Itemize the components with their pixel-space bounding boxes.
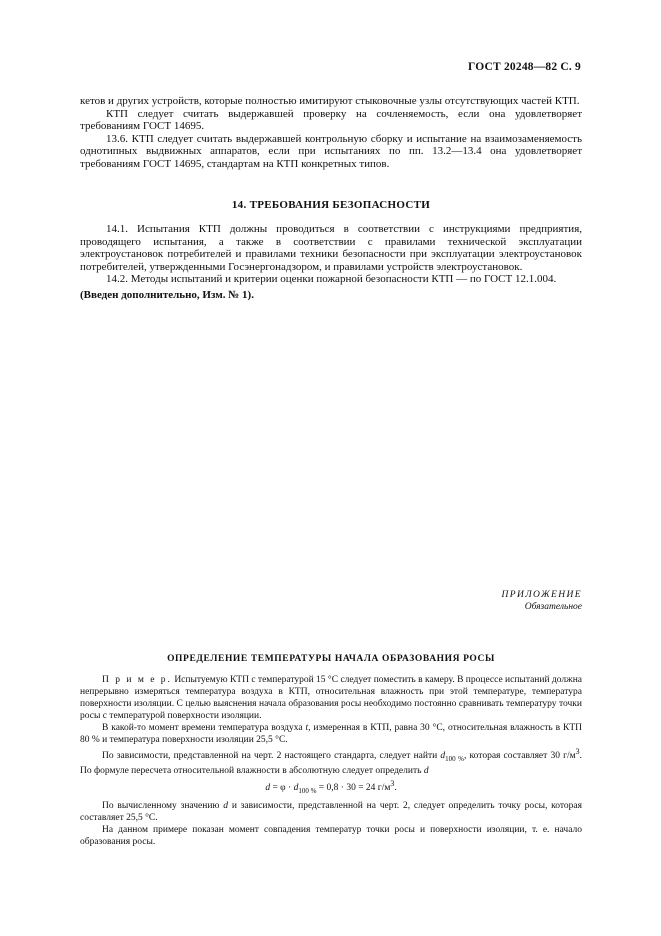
paragraph: [80, 722, 582, 746]
appendix-title: ОПРЕДЕЛЕНИЕ ТЕМПЕРАТУРЫ НАЧАЛА ОБРАЗОВАНИЯ РОСЫ: [167, 654, 495, 664]
paragraph-13-6: 13.6. КТП следует считать выдержавшей контрольную сборку и испытание на взаимозаменяемость однотипных выдвижных аппаратов, если при испытаниях по пп. 13.2—13.4 она удовлетворяет требованиям ГОСТ 14695, стандартам на КТП конкретных типов.: [80, 132, 582, 170]
text-run: = 0,8 · 30 = 24 г/м: [316, 783, 391, 794]
variable: d: [223, 801, 229, 812]
superscript: 3: [390, 779, 395, 789]
variable: d: [440, 751, 446, 762]
example-text: Испытуемую КТП с температурой 15 °С следует поместить в камеру. В процессе испытаний должна непрерывно измеряться температура воздуха в КТП, относительная влажность при этой температуре, температура поверхности изоляции. С целью выяснения начала образования росы необходимо постоянно сравнивать температуру точки росы с температурой поверхности изоляции.: [80, 675, 582, 721]
subscript: 100 %: [298, 787, 317, 796]
text-run: .: [394, 783, 397, 794]
text-run: В какой-то момент времени температура воздуха: [102, 723, 303, 733]
paragraph: кетов и других устройств, которые полностью имитируют стыковочные узлы отсутствующих частей КТП.: [80, 95, 580, 107]
appendix-status: Обязательное: [524, 602, 582, 612]
appendix-label-block: [502, 589, 583, 613]
superscript: 3: [575, 747, 580, 756]
paragraph: [80, 800, 582, 824]
text-run: По вычисленному значению: [102, 801, 220, 812]
text-run: = φ ·: [270, 783, 294, 794]
amendment-note: (Введен дополнительно, Изм. № 1).: [80, 288, 254, 301]
appendix-label: ПРИЛОЖЕНИЕ: [501, 590, 582, 600]
variable: t: [305, 723, 309, 733]
page-header: ГОСТ 20248—82 С. 9: [468, 61, 581, 73]
text-run: и зависимости, представленной на черт. 2, следует определить точку росы, которая составляет 25,5 °С.: [80, 801, 582, 824]
paragraph: КТП следует считать выдержавшей проверку на сочленяемость, если она удовлетворяет требованиям ГОСТ 14695.: [80, 107, 582, 132]
paragraph-14-1: 14.1. Испытания КТП должны проводиться в соответствии с инструкциями предприятия, проводящего испытания, а также в соответствии с правилами технической эксплуатации электроустановок потребителей и правилами техники безопасности при эксплуатации электроустановок потребителей, утвержденными Госэнергонадзором, и правилами устройств электроустановок.: [80, 223, 582, 273]
paragraph: На данном примере показан момент совпадения температур точки росы и поверхности изоляции, т. е. начало образования росы.: [80, 825, 582, 848]
paragraph: [80, 746, 582, 777]
formula: [80, 778, 582, 797]
variable: d: [293, 783, 299, 794]
subscript: 100 %: [445, 755, 464, 764]
variable: d: [423, 766, 429, 777]
appendix-body: [80, 674, 582, 848]
text-run: , измеренная в КТП, равна 30 °С, относительная влажность в КТП 80 % и температура поверхности изоляции 25,5 °С.: [80, 723, 582, 745]
paragraph-14-2: 14.2. Методы испытаний и критерии оценки пожарной безопасности КТП — по ГОСТ 12.1.004.: [106, 273, 557, 285]
text-run: , которая составляет 30 г/м: [464, 751, 576, 762]
text-run: По зависимости, представленной на черт. 2 настоящего стандарта, следует найти: [102, 751, 438, 762]
section-title: 14. ТРЕБОВАНИЯ БЕЗОПАСНОСТИ: [231, 199, 431, 211]
example-lead: П р и м е р.: [102, 675, 172, 685]
continuation-text: [80, 95, 582, 170]
section-14-body: [80, 223, 582, 301]
text-run: . По формуле пересчета относительной влажности в абсолютную следует определить: [80, 751, 582, 777]
example-paragraph: [80, 674, 582, 722]
variable: d: [265, 783, 271, 794]
